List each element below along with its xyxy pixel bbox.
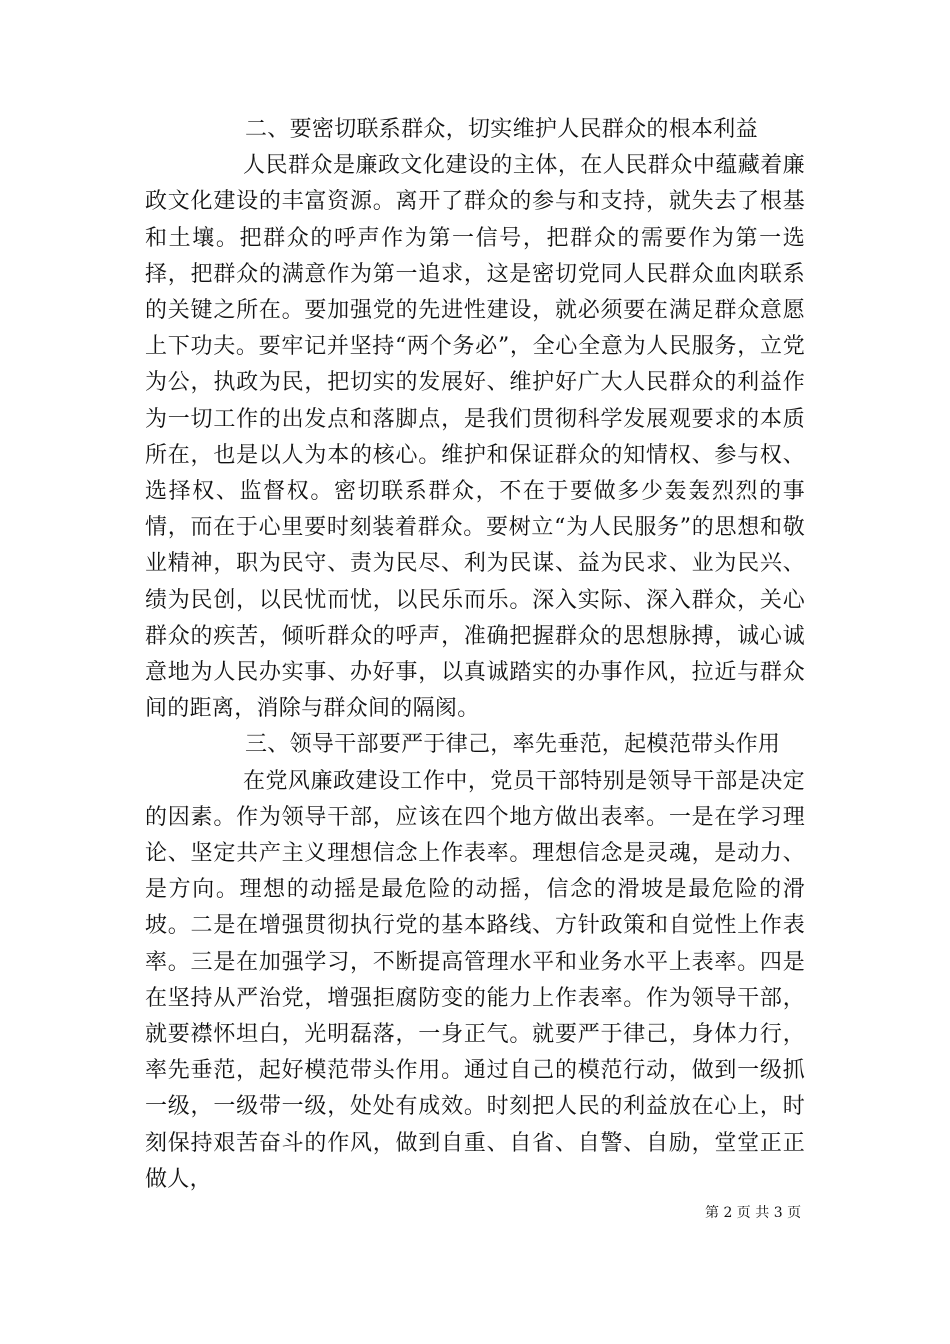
section-paragraph-two: 人民群众是廉政文化建设的主体，在人民群众中蕴藏着廉政文化建设的丰富资源。离开了群众的参与和支持，就失去了根基和土壤。把群众的呼声作为第一信号，把群众的需要作为第一选择，把群众的满意作为第一追求，这是密切党同人民群众血肉联系的关键之所在。要加强党的先进性建设，就必须要在满足群众意愿上下功夫。要牢记并坚持“两个务必”，全心全意为人民服务，立党为公，执政为民，把切实的发展好、维护好广大人民群众的利益作为一切工作的出发点和落脚点，是我们贯彻科学发展观要求的本质所在，也是以人为本的核心。维护和保证群众的知情权、参与权、选择权、监督权。密切联系群众，不在于要做多少轰轰烈烈的事情，而在于心里要时刻装着群众。要树立“为人民服务”的思想和敬业精神，职为民守、责为民尽、利为民谋、益为民求、业为民兴、绩为民创，以民忧而忧，以民乐而乐。深入实际、深入群众，关心群众的疾苦，倾听群众的呼声，准确把握群众的思想脉搏，诚心诚意地为人民办实事、办好事，以真诚踏实的办事作风，拉近与群众间的距离，消除与群众间的隔阂。 xyxy=(145,153,805,722)
section-paragraph-three: 在党风廉政建设工作中，党员干部特别是领导干部是决定的因素。作为领导干部，应该在四个地方做出表率。一是在学习理论、坚定共产主义理想信念上作表率。理想信念是灵魂，是动力、是方向。理想的动摇是最危险的动摇，信念的滑坡是最危险的滑坡。二是在增强贯彻执行党的基本路线、方针政策和自觉性上作表率。三是在加强学习，不断提高管理水平和业务水平上表率。四是在坚持从严治党，增强拒腐防变的能力上作表率。作为领导干部，就要襟怀坦白，光明磊落，一身正气。就要严于律己，身体力行，率先垂范，起好模范带头作用。通过自己的模范行动，做到一级抓一级，一级带一级，处处有成效。时刻把人民的利益放在心上，时刻保持艰苦奋斗的作风，做到自重、自省、自警、自励，堂堂正正做人， xyxy=(145,768,805,1192)
section-heading-three: 三、领导干部要严于律己，率先垂范，起模范带头作用 xyxy=(245,732,781,758)
page-number-footer: 第 2 页 共 3 页 xyxy=(705,1205,802,1221)
document-body xyxy=(145,112,805,1198)
section-heading-two: 二、要密切联系群众，切实维护人民群众的根本利益 xyxy=(245,117,758,142)
